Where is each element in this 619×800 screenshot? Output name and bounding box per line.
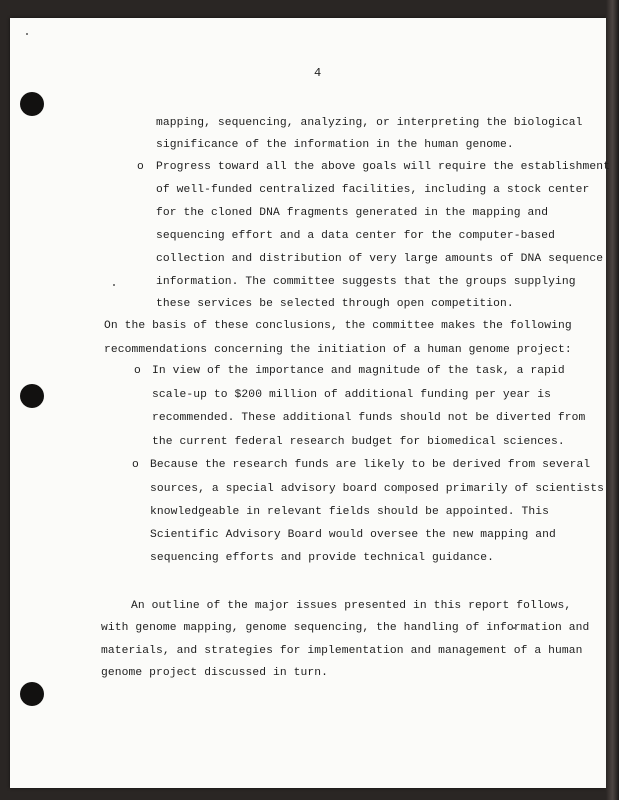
binder-hole-bottom	[20, 682, 44, 706]
scanner-edge	[606, 0, 619, 800]
text-line: Progress toward all the above goals will require the establishment	[156, 161, 611, 173]
text-line: An outline of the major issues presented in this report follows,	[131, 600, 572, 612]
scan-speck	[113, 284, 115, 286]
text-line: recommendations concerning the initiation of a human genome project:	[104, 344, 572, 356]
binder-hole-top	[20, 92, 44, 116]
bullet-marker: o	[134, 365, 141, 377]
text-line: for the cloned DNA fragments generated in the mapping and	[156, 207, 549, 219]
text-line: genome project discussed in turn.	[101, 667, 329, 679]
text-line: sequencing efforts and provide technical guidance.	[150, 552, 494, 564]
text-line: scale-up to $200 million of additional funding per year is	[152, 389, 551, 401]
text-line: In view of the importance and magnitude of the task, a rapid	[152, 365, 565, 377]
bullet-marker: o	[137, 161, 144, 173]
text-line: significance of the information in the human genome.	[156, 139, 514, 151]
text-line: of well-funded centralized facilities, including a stock center	[156, 184, 590, 196]
bullet-marker: o	[132, 459, 139, 471]
text-line: sequencing effort and a data center for the computer-based	[156, 230, 555, 242]
text-line: Scientific Advisory Board would oversee the new mapping and	[150, 529, 556, 541]
text-line: these services be selected through open competition.	[156, 298, 514, 310]
text-line: recommended. These additional funds should not be diverted from	[152, 412, 586, 424]
page-number: 4	[314, 66, 322, 80]
text-line: knowledgeable in relevant fields should be appointed. This	[150, 506, 549, 518]
text-line: with genome mapping, genome sequencing, the handling of information and	[101, 622, 590, 634]
text-line: mapping, sequencing, analyzing, or interpreting the biological	[156, 117, 583, 129]
text-line: information. The committee suggests that the groups supplying	[156, 276, 576, 288]
text-line: collection and distribution of very large amounts of DNA sequence	[156, 253, 604, 265]
binder-hole-middle	[20, 384, 44, 408]
text-line: materials, and strategies for implementation and management of a human	[101, 645, 583, 657]
text-line: On the basis of these conclusions, the committee makes the following	[104, 320, 572, 332]
text-line: the current federal research budget for biomedical sciences.	[152, 436, 565, 448]
text-line: Because the research funds are likely to be derived from several	[150, 459, 591, 471]
scan-speck	[26, 33, 28, 35]
text-line: sources, a special advisory board composed primarily of scientists	[150, 483, 605, 495]
